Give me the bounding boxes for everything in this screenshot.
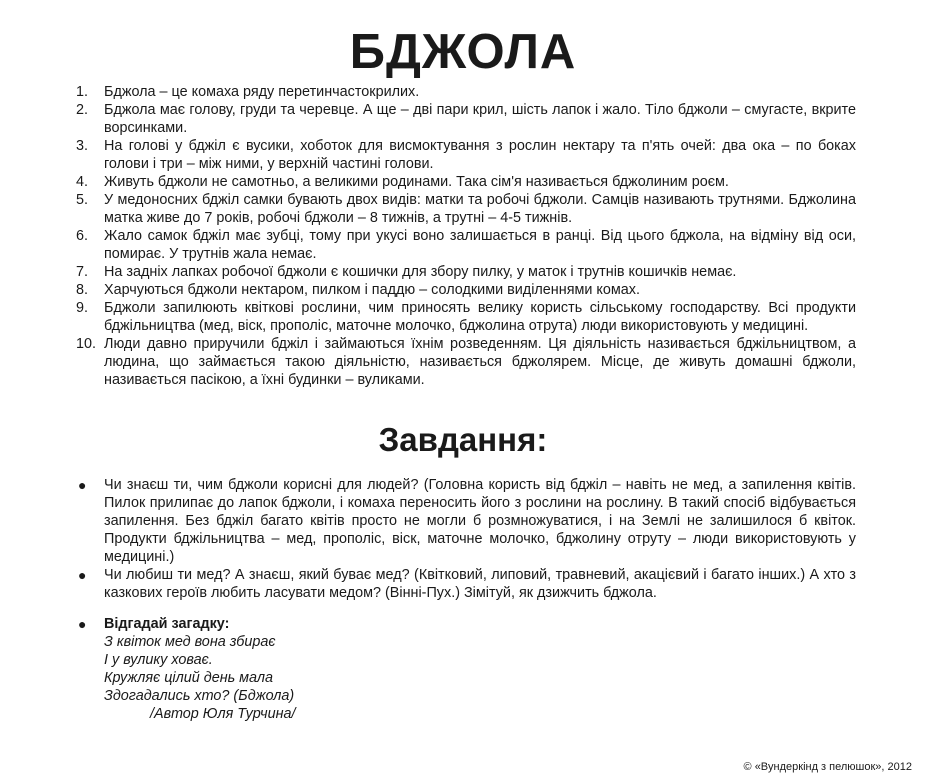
fact-text: Бджола – це комаха ряду перетинчастокрилих. [104, 84, 420, 100]
poem-line: Здогадались хто? (Бджола) [104, 688, 295, 704]
fact-item [0, 263, 856, 281]
copyright-footer: © «Вундеркінд з пелюшок», 2012 [743, 761, 912, 773]
fact-number: 4. [76, 174, 89, 190]
task-text: Чи знаєш ти, чим бджоли корисні для людей? (Головна користь від бджіл – навіть не мед, а запилення квітів. Пилок прилипає до лапок бджоли, і комаха переносить його з рослини на рослину. В такий спосіб відбувається запилення. Без бджіл багато квітів просто не могли б розмножуватися, і на Землі не залишилося б квіток. Продукти бджільництва – мед, прополіс, віск, маточне молочко, бджолину отруту – люди використовують у медицині.) [104, 477, 856, 565]
fact-item [0, 101, 856, 137]
fact-text: Живуть бджоли не самотньо, а великими родинами. Така сім'я називається бджолиним роєм. [104, 174, 729, 190]
fact-number: 9. [76, 300, 89, 316]
poem-line: І у вулику ховає. [104, 652, 213, 668]
riddle-author: /Автор Юля Турчина/ [150, 706, 296, 722]
bullet-icon: ● [78, 567, 87, 583]
fact-text: Люди давно приручили бджіл і займаються їхнім розведенням. Ця діяльність називається бджільництвом, а людина, що займається такою діяльністю, називається бджолярем. Місце, де живуть домашні бджоли, називається пасікою, а їхні будинки – вуликами. [104, 336, 856, 388]
riddle-heading: Відгадай загадку: [104, 616, 230, 632]
fact-text: Бджола має голову, груди та черевце. А ще – дві пари крил, шість лапок і жало. Тіло бджоли – смугасте, вкрите ворсинками. [104, 102, 856, 136]
fact-item [0, 83, 856, 101]
fact-text: Бджоли запилюють квіткові рослини, чим приносять велику користь сільському господарству. Всі продукти бджільництва (мед, віск, прополіс, маточне молочко, бджолина отрута) люди використовують у медицині. [104, 300, 856, 334]
facts-list [0, 83, 926, 389]
fact-text: Жало самок бджіл має зубці, тому при укусі воно залишається в ранці. Від цього бджола, на відміну від оси, помирає. У трутнів жала немає. [104, 228, 856, 262]
task-text: Чи любиш ти мед? А знаєш, який буває мед? (Квітковий, липовий, травневий, акацієвий і багато інших.) А хто з казкових героїв любить ласувати медом? (Вінні-Пух.) Зімітуй, як дзижчить бджола. [104, 567, 856, 601]
fact-text: На задніх лапках робочої бджоли є кошички для збору пилку, у маток і трутнів кошичків немає. [104, 264, 737, 280]
riddle-poem [104, 633, 294, 705]
task-item [0, 476, 856, 566]
tasks-heading: Завдання: [378, 421, 548, 458]
fact-number: 7. [76, 264, 89, 280]
fact-number: 10. [76, 336, 97, 352]
fact-item [0, 335, 856, 389]
fact-number: 8. [76, 282, 89, 298]
fact-text: Харчуються бджоли нектаром, пилком і паддю – солодкими виділеннями комах. [104, 282, 640, 298]
fact-text: У медоносних бджіл самки бувають двох видів: матки та робочі бджоли. Самців називають трутнями. Бджолина матка живе до 7 років, робочі бджоли – 8 тижнів, а трутні – 4-5 тижнів. [104, 192, 856, 226]
fact-number: 2. [76, 102, 89, 118]
fact-number: 3. [76, 138, 89, 154]
fact-item [0, 281, 856, 299]
page-title: БДЖОЛА [349, 25, 577, 79]
fact-item [0, 227, 856, 263]
fact-number: 6. [76, 228, 89, 244]
poem-line: Кружляє цілий день мала [104, 670, 274, 686]
poem-line: З квіток мед вона збирає [104, 634, 276, 650]
fact-item [0, 173, 856, 191]
fact-text: На голові у бджіл є вусики, хоботок для висмоктування з рослин нектару та п'ять очей: два ока – по боках голови і три – між ними, у верхній частині голови. [104, 138, 856, 172]
fact-item [0, 137, 856, 173]
fact-number: 5. [76, 192, 89, 208]
fact-item [0, 191, 856, 227]
fact-item [0, 299, 856, 335]
bullet-icon: ● [78, 477, 87, 493]
fact-number: 1. [76, 84, 89, 100]
tasks-list [0, 476, 926, 602]
task-item [0, 566, 856, 602]
bullet-icon: ● [78, 616, 87, 632]
